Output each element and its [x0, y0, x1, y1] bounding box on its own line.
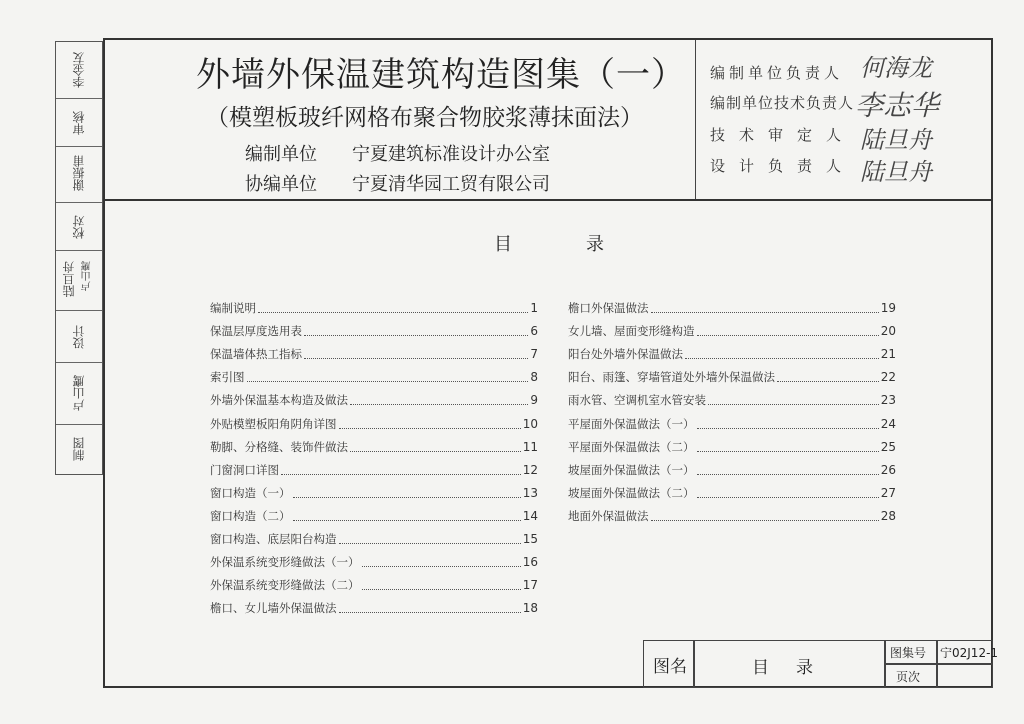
- toc-entry: [568, 484, 896, 502]
- toc-entry: [568, 322, 896, 340]
- toc-leader-dots: [697, 428, 879, 429]
- toc-entry-page: 22: [880, 370, 896, 385]
- toc-entry-label: 索引图: [210, 370, 245, 385]
- toc-entry-page: 14: [522, 508, 538, 523]
- toc-leader-dots: [697, 335, 879, 336]
- strip-signature: 李金友: [72, 52, 86, 88]
- toc-entry: [568, 368, 896, 386]
- page-subtitle: （模塑板玻纤网格布聚合物胶浆薄抹面法）: [206, 105, 643, 131]
- toc-leader-dots: [304, 358, 528, 359]
- toc-entry-page: 12: [522, 462, 538, 477]
- toc-entry-page: 24: [880, 416, 896, 431]
- toc-entry: [210, 507, 538, 525]
- page-label: 页次: [896, 670, 921, 684]
- toc-entry-label: 阳台、雨篷、穿墙管道处外墙外保温做法: [568, 370, 775, 385]
- header-vertical-divider: [695, 40, 696, 199]
- toc-entry: [210, 599, 538, 617]
- toc-entry-page: 7: [530, 347, 538, 362]
- title-block-name-left: 目: [752, 658, 769, 678]
- toc-entry-label: 外保温系统变形缝做法（一）: [210, 555, 360, 570]
- toc-leader-dots: [281, 474, 521, 475]
- org-value: 宁夏建筑标准设计办公室: [352, 144, 550, 165]
- toc-entry-page: 27: [880, 485, 896, 500]
- strip-label-proofread: 校对: [72, 215, 86, 239]
- title-block-name-label: 图名: [653, 657, 687, 677]
- toc-entry-label: 平屋面外保温做法（二）: [568, 439, 695, 454]
- toc-leader-dots: [258, 312, 528, 313]
- toc-entry-label: 平屋面外保温做法（一）: [568, 416, 695, 431]
- toc-entry: [210, 299, 538, 317]
- toc-entry: [210, 345, 538, 363]
- toc-entry: [210, 461, 538, 479]
- toc-title-left: 目: [494, 234, 512, 255]
- toc-entry-page: 26: [880, 462, 896, 477]
- toc-entry: [210, 322, 538, 340]
- header-divider: [103, 199, 993, 201]
- strip-signature: 卢山鹰: [82, 261, 93, 291]
- toc-entry: [568, 345, 896, 363]
- toc-leader-dots: [350, 451, 521, 452]
- toc-entry: [210, 530, 538, 548]
- toc-leader-dots: [651, 312, 879, 313]
- signature-image: 李志华: [855, 89, 940, 122]
- toc-leader-dots: [339, 428, 521, 429]
- responsible-role: 编制单位技术负责人: [710, 94, 855, 112]
- strip-signature: 陆旦舟: [62, 261, 76, 297]
- toc-entry-label: 坡屋面外保温做法（二）: [568, 485, 695, 500]
- toc-leader-dots: [697, 497, 879, 498]
- toc-entry-label: 保温墙体热工指标: [210, 347, 302, 362]
- responsible-role: 技术审定人: [710, 126, 856, 144]
- signature-image: 何海龙: [860, 54, 932, 82]
- toc-entry-page: 23: [880, 393, 896, 408]
- responsible-role: 编制单位负责人: [710, 64, 844, 82]
- toc-entry: [568, 391, 896, 409]
- toc-entry-page: 17: [522, 578, 538, 593]
- toc-leader-dots: [697, 474, 879, 475]
- toc-leader-dots: [247, 381, 529, 382]
- toc-entry-page: 20: [880, 324, 896, 339]
- strip-cell: [56, 42, 102, 99]
- toc-entry-label: 雨水管、空调机室水管安装: [568, 393, 706, 408]
- toc-leader-dots: [350, 404, 528, 405]
- toc-entry-page: 6: [530, 324, 538, 339]
- toc-entry-page: 19: [880, 301, 896, 315]
- toc-entry-label: 编制说明: [210, 301, 256, 315]
- toc-leader-dots: [685, 358, 879, 359]
- strip-label-design: 设计: [72, 325, 86, 349]
- toc-entry: [210, 368, 538, 386]
- toc-entry-page: 25: [880, 439, 896, 454]
- toc-leader-dots: [339, 612, 521, 613]
- toc-entry-label: 坡屋面外保温做法（一）: [568, 462, 695, 477]
- toc-leader-dots: [362, 589, 521, 590]
- toc-entry-label: 地面外保温做法: [568, 508, 649, 523]
- strip-label-review: 审核: [72, 111, 86, 135]
- toc-entry-label: 勒脚、分格缝、装饰件做法: [210, 439, 348, 454]
- coorg-value: 宁夏清华园工贸有限公司: [352, 174, 550, 195]
- toc-entry: [210, 576, 538, 594]
- toc-entry: [210, 415, 538, 433]
- toc-entry: [210, 553, 538, 571]
- toc-leader-dots: [362, 566, 521, 567]
- title-block-name-right: 录: [796, 658, 813, 678]
- toc-entry: [210, 391, 538, 409]
- toc-entry-label: 阳台处外墙外保温做法: [568, 347, 683, 362]
- responsible-role: 设计负责人: [710, 157, 856, 175]
- toc-leader-dots: [777, 381, 879, 382]
- strip-cell: [56, 147, 102, 203]
- strip-cell: [56, 363, 102, 425]
- toc-entry-label: 女儿墙、屋面变形缝构造: [568, 324, 695, 339]
- toc-leader-dots: [304, 335, 528, 336]
- strip-cell: [56, 425, 102, 473]
- toc-title-right: 录: [586, 234, 604, 255]
- toc-entry-label: 门窗洞口详图: [210, 462, 279, 477]
- toc-entry: [568, 415, 896, 433]
- toc-entry-label: 窗口构造（二）: [210, 508, 291, 523]
- toc-leader-dots: [293, 520, 521, 521]
- toc-entry: [210, 484, 538, 502]
- signature-image: 陆旦舟: [860, 126, 932, 154]
- toc-entry-page: 28: [880, 508, 896, 523]
- signature-image: 陆旦舟: [860, 158, 932, 186]
- strip-signature: 谢振甫: [72, 155, 86, 191]
- toc-entry: [210, 438, 538, 456]
- toc-entry-page: 21: [880, 347, 896, 362]
- toc-entry-page: 10: [522, 416, 538, 431]
- signature-strip: [55, 41, 103, 475]
- atlas-number-label: 图集号: [890, 646, 927, 660]
- toc-leader-dots: [651, 520, 879, 521]
- toc-leader-dots: [293, 497, 521, 498]
- strip-label-drafting: 制图: [72, 437, 86, 461]
- toc-leader-dots: [339, 543, 521, 544]
- toc-entry-page: 11: [522, 439, 538, 454]
- title-block-line: [693, 640, 695, 688]
- page-title: 外墙外保温建筑构造图集（一）: [196, 55, 686, 95]
- toc-entry-label: 檐口、女儿墙外保温做法: [210, 601, 337, 616]
- strip-signature: 卢山鹰: [72, 375, 86, 411]
- toc-entry-label: 檐口外保温做法: [568, 301, 649, 315]
- atlas-number-value: 宁02J12-1: [940, 646, 999, 660]
- org-label: 编制单位: [245, 144, 317, 165]
- toc-entry-page: 15: [522, 532, 538, 546]
- toc-entry: [568, 461, 896, 479]
- toc-entry-label: 外保温系统变形缝做法（二）: [210, 578, 360, 593]
- toc-entry-page: 9: [530, 393, 538, 408]
- toc-entry-label: 外贴模塑板阳角阴角详图: [210, 416, 337, 431]
- toc-entry-label: 窗口构造（一）: [210, 485, 291, 500]
- strip-cell: [56, 251, 102, 311]
- toc-entry-page: 8: [530, 370, 538, 385]
- toc-entry-label: 保温层厚度选用表: [210, 324, 302, 339]
- strip-cell: [56, 203, 102, 251]
- toc-entry-page: 1: [530, 301, 538, 315]
- strip-cell: [56, 311, 102, 363]
- coorg-label: 协编单位: [245, 174, 317, 195]
- toc-entry: [568, 299, 896, 317]
- toc-entry-label: 窗口构造、底层阳台构造: [210, 532, 337, 546]
- toc-entry-page: 13: [522, 485, 538, 500]
- toc-entry: [568, 507, 896, 525]
- toc-entry-page: 16: [522, 555, 538, 570]
- strip-cell: [56, 99, 102, 147]
- toc-entry-label: 外墙外保温基本构造及做法: [210, 393, 348, 408]
- toc-entry-page: 18: [522, 601, 538, 616]
- toc-leader-dots: [708, 404, 879, 405]
- toc-entry: [568, 438, 896, 456]
- toc-leader-dots: [697, 451, 879, 452]
- title-block-line: [884, 663, 993, 665]
